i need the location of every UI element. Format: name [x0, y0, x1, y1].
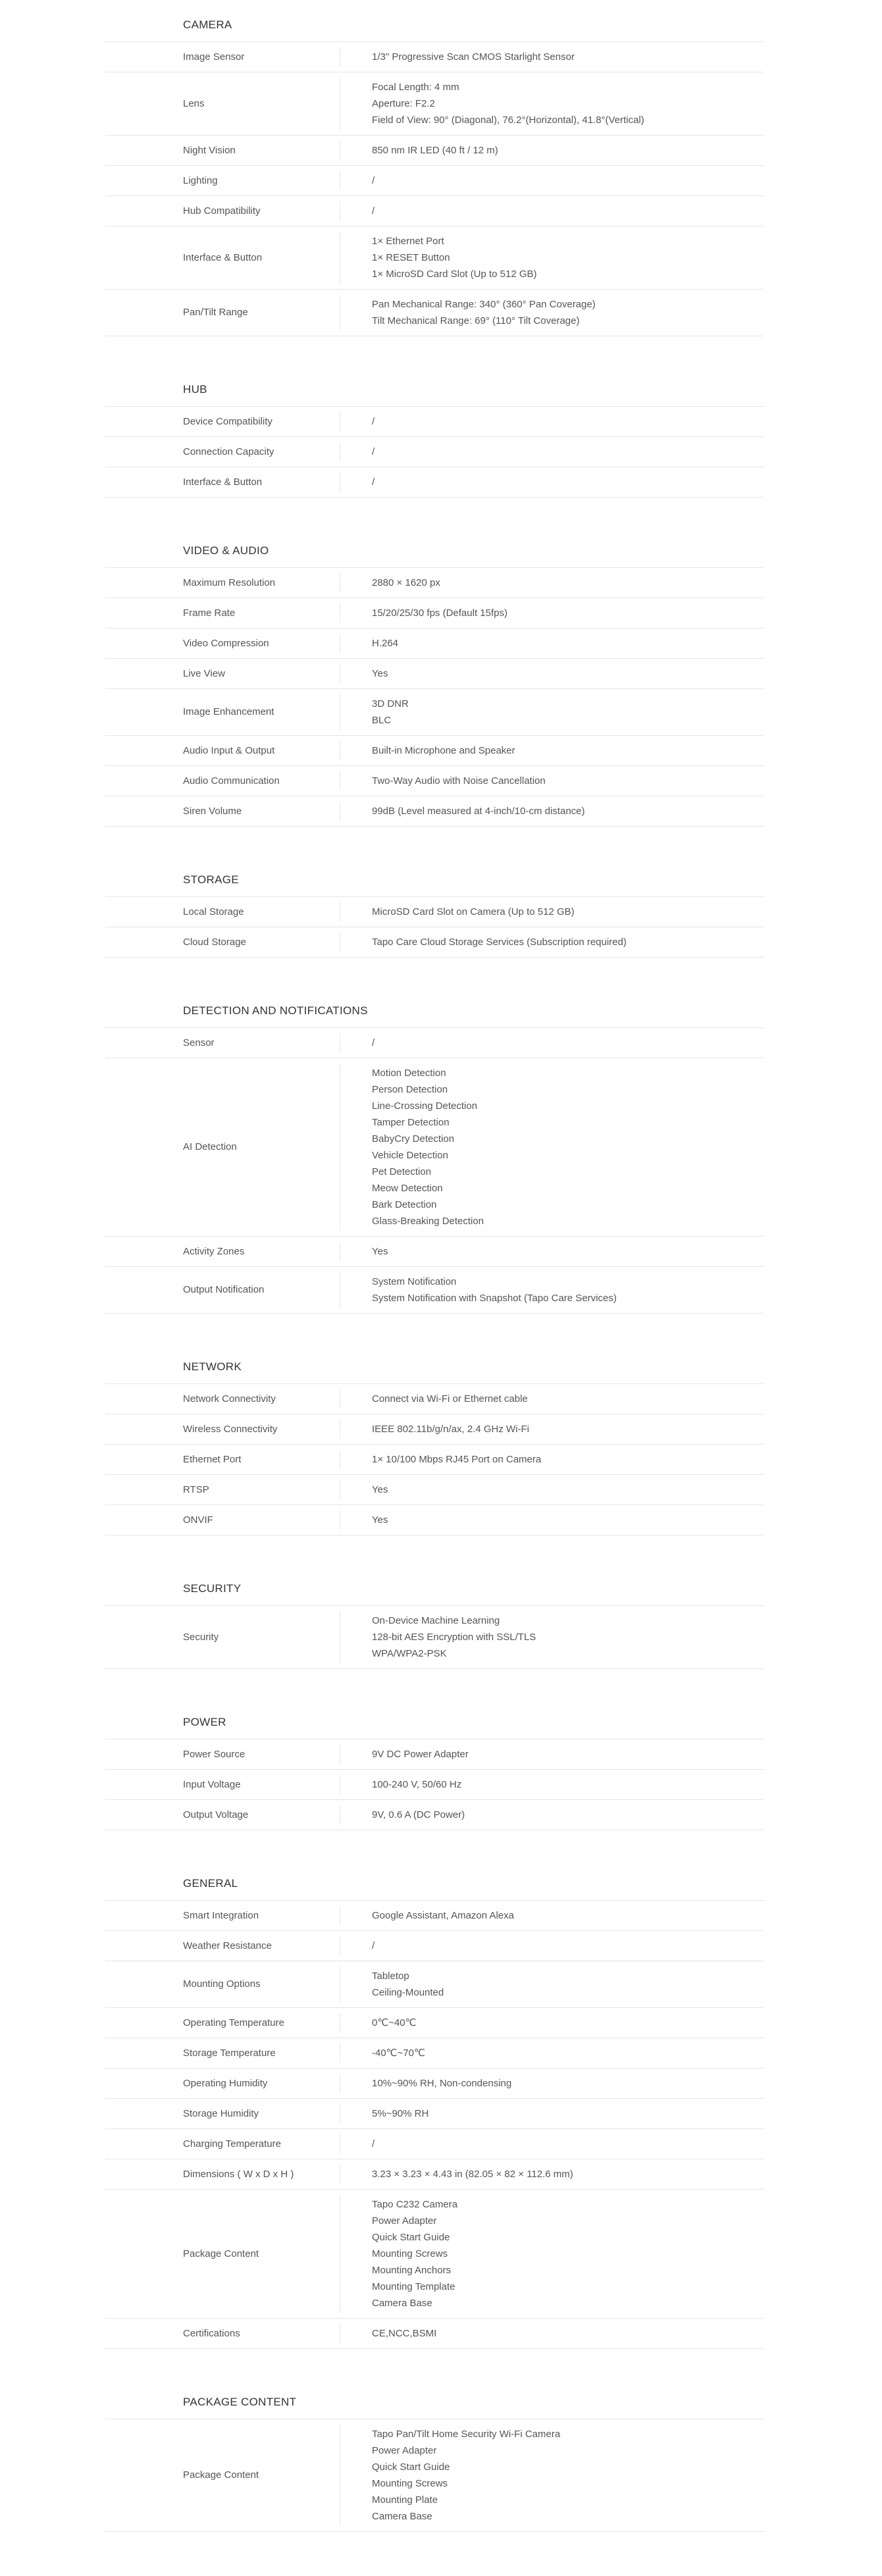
spec-label: Security	[183, 1631, 219, 1643]
spec-value-line: Yes	[372, 1484, 388, 1495]
spec-value	[340, 2190, 764, 2318]
spec-label: Image Sensor	[183, 51, 245, 63]
spec-table	[105, 1027, 764, 1314]
spec-row	[105, 2099, 764, 2129]
spec-label: Live View	[183, 667, 225, 679]
spec-value	[340, 796, 764, 826]
spec-value-line: Google Assistant, Amazon Alexa	[372, 1910, 514, 1921]
spec-value-line: Built-in Microphone and Speaker	[372, 745, 515, 756]
spec-table	[105, 567, 764, 827]
spec-table	[105, 1383, 764, 1535]
spec-value	[340, 1475, 764, 1505]
section-title: CAMERA	[183, 18, 232, 31]
spec-value-line: Bark Detection	[372, 1199, 437, 1210]
spec-value-line: MicroSD Card Slot on Camera (Up to 512 GB)	[372, 906, 575, 917]
spec-value-line: 100-240 V, 50/60 Hz	[372, 1779, 462, 1790]
spec-label: Device Compatibility	[183, 415, 272, 427]
section-title: PACKAGE CONTENT	[183, 2396, 297, 2408]
spec-value-line: Power Adapter	[372, 2215, 437, 2227]
spec-value-line: 128-bit AES Encryption with SSL/TLS	[372, 1632, 536, 1643]
spec-value	[340, 226, 764, 289]
spec-value-line: Ceiling-Mounted	[372, 1987, 444, 1998]
spec-value-line: Two-Way Audio with Noise Cancellation	[372, 775, 546, 786]
spec-value-line: IEEE 802.11b/g/n/ax, 2.4 GHz Wi-Fi	[372, 1424, 529, 1435]
spec-row	[105, 598, 764, 629]
spec-value-line: 3D DNR	[372, 698, 409, 709]
spec-value-line: -40℃~70℃	[372, 2048, 425, 2059]
spec-row	[105, 166, 764, 196]
spec-value-line: Tapo Care Cloud Storage Services (Subscription required)	[372, 937, 627, 948]
spec-row	[105, 1384, 764, 1414]
spec-value-line: /	[372, 175, 375, 186]
spec-value	[340, 629, 764, 658]
spec-value-line: 15/20/25/30 fps (Default 15fps)	[372, 607, 507, 619]
spec-value	[340, 927, 764, 957]
spec-value-line: Mounting Screws	[372, 2478, 448, 2489]
section-title: HUB	[183, 383, 207, 396]
spec-row	[105, 196, 764, 226]
spec-row	[105, 226, 764, 290]
spec-table	[105, 406, 764, 498]
spec-label: ONVIF	[183, 1514, 213, 1526]
spec-label: Interface & Button	[183, 251, 263, 263]
spec-row	[105, 629, 764, 659]
spec-label: Package Content	[183, 2248, 259, 2259]
spec-row	[105, 1739, 764, 1770]
spec-label: Maximum Resolution	[183, 577, 276, 588]
spec-label: Video Compression	[183, 637, 269, 649]
spec-label: Interface & Button	[183, 476, 263, 488]
spec-value	[340, 1800, 764, 1830]
spec-value	[340, 467, 764, 497]
spec-row	[105, 1445, 764, 1475]
spec-value	[340, 407, 764, 436]
spec-value	[340, 42, 764, 72]
spec-row	[105, 927, 764, 958]
spec-label: Operating Temperature	[183, 2017, 284, 2028]
spec-row	[105, 1267, 764, 1314]
spec-label: Lens	[183, 97, 205, 109]
spec-value	[340, 1237, 764, 1266]
spec-label: Input Voltage	[183, 1778, 241, 1790]
section-detection-and-notifications	[105, 989, 764, 1314]
section-title: NETWORK	[183, 1360, 242, 1373]
spec-row	[105, 72, 764, 136]
section-title: SECURITY	[183, 1582, 242, 1595]
spec-value-line: Meow Detection	[372, 1183, 443, 1194]
spec-value	[340, 2159, 764, 2189]
spec-value-line: BLC	[372, 715, 392, 726]
spec-label: Storage Humidity	[183, 2107, 259, 2119]
spec-value	[340, 2419, 764, 2531]
spec-label: Power Source	[183, 1748, 246, 1760]
spec-row	[105, 1414, 764, 1445]
spec-value-line: 1× MicroSD Card Slot (Up to 512 GB)	[372, 269, 537, 280]
spec-row	[105, 437, 764, 467]
spec-label: AI Detection	[183, 1141, 237, 1152]
spec-value-line: 99dB (Level measured at 4-inch/10-cm distance)	[372, 806, 585, 817]
section-video-audio	[105, 528, 764, 827]
spec-value-line: Quick Start Guide	[372, 2461, 450, 2473]
section-hub	[105, 367, 764, 498]
spec-row	[105, 467, 764, 498]
spec-row	[105, 1800, 764, 1830]
spec-value-line: Connect via Wi-Fi or Ethernet cable	[372, 1393, 528, 1404]
spec-row	[105, 2319, 764, 2349]
section-power	[105, 1700, 764, 1830]
spec-value	[340, 736, 764, 765]
section-security	[105, 1566, 764, 1669]
spec-value-line: Person Detection	[372, 1084, 448, 1095]
spec-value-line: Field of View: 90° (Diagonal), 76.2°(Horizontal), 41.8°(Vertical)	[372, 115, 644, 126]
spec-value-line: 1/3" Progressive Scan CMOS Starlight Sensor	[372, 51, 575, 63]
section-package-content	[105, 2380, 764, 2532]
spec-value	[340, 2069, 764, 2098]
spec-value	[340, 897, 764, 927]
spec-label: Ethernet Port	[183, 1453, 242, 1465]
spec-table	[105, 2419, 764, 2532]
section-title: POWER	[183, 1716, 226, 1728]
spec-label: Activity Zones	[183, 1245, 245, 1257]
spec-value-line: Tabletop	[372, 1971, 409, 1982]
spec-value	[340, 2129, 764, 2159]
spec-value	[340, 1414, 764, 1444]
spec-row	[105, 2129, 764, 2159]
spec-value-line: 2880 × 1620 px	[372, 577, 440, 588]
spec-label: Dimensions ( W x D x H )	[183, 2168, 294, 2180]
spec-row	[105, 1961, 764, 2008]
spec-row	[105, 2159, 764, 2190]
spec-value	[340, 1028, 764, 1058]
spec-value-line: 0℃~40℃	[372, 2017, 417, 2028]
spec-table	[105, 1605, 764, 1669]
spec-value-line: BabyCry Detection	[372, 1133, 455, 1145]
spec-label: Image Enhancement	[183, 706, 274, 717]
spec-table	[105, 896, 764, 958]
spec-value-line: Tamper Detection	[372, 1117, 450, 1128]
spec-value	[340, 2099, 764, 2128]
spec-label: Package Content	[183, 2469, 259, 2481]
section-general	[105, 1861, 764, 2349]
spec-value-line: Line-Crossing Detection	[372, 1100, 478, 1112]
spec-label: RTSP	[183, 1483, 209, 1495]
spec-value	[340, 1384, 764, 1414]
spec-value-line: Pan Mechanical Range: 340° (360° Pan Coverage)	[372, 299, 596, 310]
spec-row	[105, 2419, 764, 2532]
spec-value	[340, 1961, 764, 2007]
spec-value	[340, 1505, 764, 1535]
spec-value-line: System Notification with Snapshot (Tapo Care Services)	[372, 1293, 617, 1304]
spec-label: Output Voltage	[183, 1809, 249, 1820]
spec-value-line: Yes	[372, 668, 388, 679]
spec-value-line: /	[372, 1037, 375, 1048]
section-title: VIDEO & AUDIO	[183, 544, 269, 557]
spec-label: Frame Rate	[183, 607, 236, 619]
spec-row	[105, 2190, 764, 2319]
spec-row	[105, 1475, 764, 1505]
spec-value-line: H.264	[372, 638, 399, 649]
spec-value	[340, 1606, 764, 1668]
section-camera	[105, 3, 764, 336]
spec-value	[340, 1445, 764, 1474]
spec-row	[105, 136, 764, 166]
spec-value-line: Tilt Mechanical Range: 69° (110° Tilt Coverage)	[372, 315, 580, 326]
spec-value-line: 5%~90% RH	[372, 2108, 429, 2119]
spec-value	[340, 437, 764, 467]
spec-label: Network Connectivity	[183, 1393, 276, 1404]
spec-row	[105, 1028, 764, 1058]
spec-value-line: Camera Base	[372, 2511, 432, 2522]
spec-value-line: 9V, 0.6 A (DC Power)	[372, 1809, 465, 1820]
spec-value	[340, 72, 764, 135]
spec-value	[340, 766, 764, 796]
spec-table	[105, 1900, 764, 2349]
spec-value	[340, 2038, 764, 2068]
spec-value	[340, 196, 764, 226]
spec-row	[105, 1505, 764, 1535]
spec-row	[105, 796, 764, 827]
spec-value	[340, 689, 764, 735]
spec-value-line: 1× RESET Button	[372, 252, 450, 263]
spec-label: Mounting Options	[183, 1978, 261, 1990]
spec-value-line: /	[372, 2138, 375, 2150]
spec-value-line: Tapo Pan/Tilt Home Security Wi-Fi Camera	[372, 2429, 561, 2440]
spec-table	[105, 41, 764, 336]
spec-row	[105, 766, 764, 796]
spec-value	[340, 659, 764, 688]
spec-value	[340, 1931, 764, 1961]
spec-row	[105, 42, 764, 72]
spec-row	[105, 2069, 764, 2099]
spec-value-line: 9V DC Power Adapter	[372, 1749, 469, 1760]
spec-label: Smart Integration	[183, 1909, 259, 1921]
spec-value-line: 1× Ethernet Port	[372, 236, 444, 247]
spec-value	[340, 1058, 764, 1236]
spec-value-line: 850 nm IR LED (40 ft / 12 m)	[372, 145, 498, 156]
spec-row	[105, 659, 764, 689]
spec-label: Connection Capacity	[183, 446, 274, 457]
spec-value-line: /	[372, 477, 375, 488]
spec-value	[340, 568, 764, 598]
spec-row	[105, 897, 764, 927]
spec-label: Audio Communication	[183, 775, 280, 786]
spec-label: Siren Volume	[183, 805, 242, 817]
spec-label: Sensor	[183, 1037, 215, 1048]
spec-sheet	[105, 0, 764, 2576]
spec-value	[340, 136, 764, 165]
spec-value-line: /	[372, 1940, 375, 1951]
spec-value	[340, 1267, 764, 1313]
spec-row	[105, 689, 764, 736]
spec-value-line: Tapo C232 Camera	[372, 2199, 458, 2210]
spec-label: Audio Input & Output	[183, 744, 275, 756]
spec-value-line: /	[372, 416, 375, 427]
spec-value	[340, 1901, 764, 1930]
spec-row	[105, 1931, 764, 1961]
spec-row	[105, 407, 764, 437]
spec-label: Hub Compatibility	[183, 205, 261, 217]
spec-value	[340, 1739, 764, 1769]
spec-label: Storage Temperature	[183, 2047, 276, 2059]
section-title: GENERAL	[183, 1877, 238, 1890]
spec-row	[105, 1058, 764, 1237]
spec-value	[340, 2319, 764, 2348]
spec-value	[340, 598, 764, 628]
spec-value	[340, 166, 764, 195]
spec-value	[340, 1770, 764, 1799]
spec-row	[105, 736, 764, 766]
spec-row	[105, 1606, 764, 1669]
spec-row	[105, 1770, 764, 1800]
spec-row	[105, 1237, 764, 1267]
spec-label: Wireless Connectivity	[183, 1423, 278, 1435]
spec-value-line: WPA/WPA2-PSK	[372, 1648, 447, 1659]
spec-value-line: Pet Detection	[372, 1166, 432, 1177]
spec-label: Certifications	[183, 2327, 240, 2339]
spec-label: Weather Resistance	[183, 1940, 272, 1951]
spec-value-line: Camera Base	[372, 2298, 432, 2309]
spec-value-line: 3.23 × 3.23 × 4.43 in (82.05 × 82 × 112.6 mm)	[372, 2169, 573, 2180]
spec-row	[105, 2008, 764, 2038]
spec-value-line: Yes	[372, 1246, 388, 1257]
spec-value-line: Glass-Breaking Detection	[372, 1216, 484, 1227]
spec-label: Output Notification	[183, 1284, 265, 1295]
spec-value-line: 10%~90% RH, Non-condensing	[372, 2078, 512, 2089]
section-title: STORAGE	[183, 873, 239, 886]
spec-row	[105, 1901, 764, 1931]
spec-label: Night Vision	[183, 144, 236, 156]
section-title: DETECTION AND NOTIFICATIONS	[183, 1004, 368, 1017]
spec-value-line: Mounting Anchors	[372, 2265, 452, 2276]
spec-value-line: Focal Length: 4 mm	[372, 82, 459, 93]
spec-row	[105, 290, 764, 336]
spec-value-line: Motion Detection	[372, 1068, 446, 1079]
spec-value-line: Quick Start Guide	[372, 2232, 450, 2243]
spec-value-line: Yes	[372, 1514, 388, 1526]
spec-value-line: On-Device Machine Learning	[372, 1615, 500, 1626]
spec-value-line: /	[372, 446, 375, 457]
spec-value-line: System Notification	[372, 1276, 457, 1287]
spec-label: Operating Humidity	[183, 2077, 268, 2089]
spec-value-line: CE,NCC,BSMI	[372, 2328, 437, 2339]
spec-label: Charging Temperature	[183, 2138, 281, 2150]
spec-value	[340, 2008, 764, 2038]
spec-value-line: /	[372, 205, 375, 217]
spec-value-line: Mounting Screws	[372, 2248, 448, 2259]
spec-label: Cloud Storage	[183, 936, 246, 948]
spec-value-line: Vehicle Detection	[372, 1150, 448, 1161]
spec-value-line: Aperture: F2.2	[372, 98, 435, 109]
spec-row	[105, 568, 764, 598]
spec-row	[105, 2038, 764, 2069]
spec-value	[340, 290, 764, 336]
spec-value-line: 1× 10/100 Mbps RJ45 Port on Camera	[372, 1454, 542, 1465]
spec-value-line: Mounting Template	[372, 2281, 455, 2292]
spec-label: Lighting	[183, 174, 218, 186]
section-storage	[105, 858, 764, 958]
spec-value-line: Mounting Plate	[372, 2494, 438, 2506]
spec-label: Pan/Tilt Range	[183, 307, 248, 318]
spec-table	[105, 1739, 764, 1830]
section-network	[105, 1345, 764, 1535]
spec-value-line: Power Adapter	[372, 2445, 437, 2456]
spec-label: Local Storage	[183, 906, 244, 917]
